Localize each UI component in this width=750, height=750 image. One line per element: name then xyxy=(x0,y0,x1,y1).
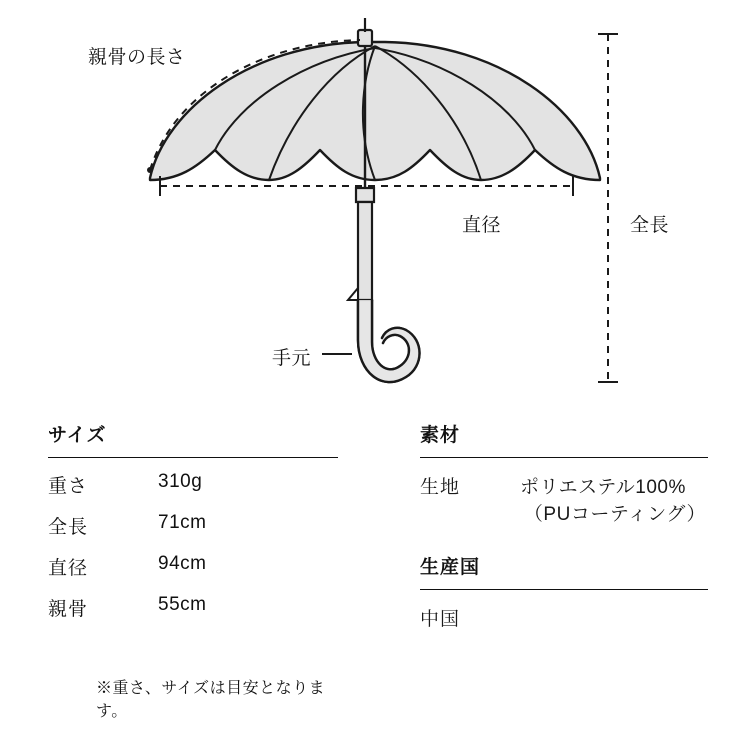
country-section-divider xyxy=(420,589,708,590)
material-country-column xyxy=(420,420,708,631)
canopy-shape xyxy=(150,42,600,180)
size-section-divider xyxy=(48,457,338,458)
table-row xyxy=(48,464,338,505)
section-spacer xyxy=(420,526,708,552)
table-row xyxy=(48,546,338,587)
material-row-label: 生地 xyxy=(420,477,461,498)
finial xyxy=(358,30,372,46)
shaft-lower xyxy=(358,202,372,300)
table-row xyxy=(48,587,338,628)
spec-note: ※重さ、サイズは目安となります。 xyxy=(96,680,326,720)
country-value: 中国 xyxy=(420,609,461,630)
size-row-value: 71cm xyxy=(158,512,207,533)
material-section-title: 素材 xyxy=(420,425,461,446)
country-section xyxy=(420,552,708,631)
size-table xyxy=(48,464,338,628)
table-row xyxy=(48,505,338,546)
label-diameter: 直径 xyxy=(462,215,502,236)
label-handle: 手元 xyxy=(272,348,312,369)
size-row-value: 55cm xyxy=(158,594,207,615)
material-section xyxy=(420,420,708,526)
rib-arc-endpoint xyxy=(147,167,153,173)
material-row-value xyxy=(520,472,708,526)
material-section-divider xyxy=(420,457,708,458)
runner-collar xyxy=(356,188,374,202)
size-row-label: 重さ xyxy=(48,476,89,497)
spec-tables xyxy=(0,420,750,750)
size-row-value: 310g xyxy=(158,471,203,492)
size-section xyxy=(48,420,338,720)
size-row-label: 全長 xyxy=(48,517,89,538)
size-section-title: サイズ xyxy=(48,425,107,446)
size-row-value: 94cm xyxy=(158,553,207,574)
size-row-label: 親骨 xyxy=(48,599,89,620)
material-row-value-main: ポリエステル100% xyxy=(520,477,686,498)
spring-tab xyxy=(348,288,358,300)
country-section-title: 生産国 xyxy=(420,557,481,578)
size-row-label: 直径 xyxy=(48,558,89,579)
label-total-length: 全長 xyxy=(630,215,670,236)
material-row-value-sub: （PUコーティング） xyxy=(523,504,706,525)
label-rib-length: 親骨の長さ xyxy=(88,47,186,68)
table-row xyxy=(420,464,708,526)
